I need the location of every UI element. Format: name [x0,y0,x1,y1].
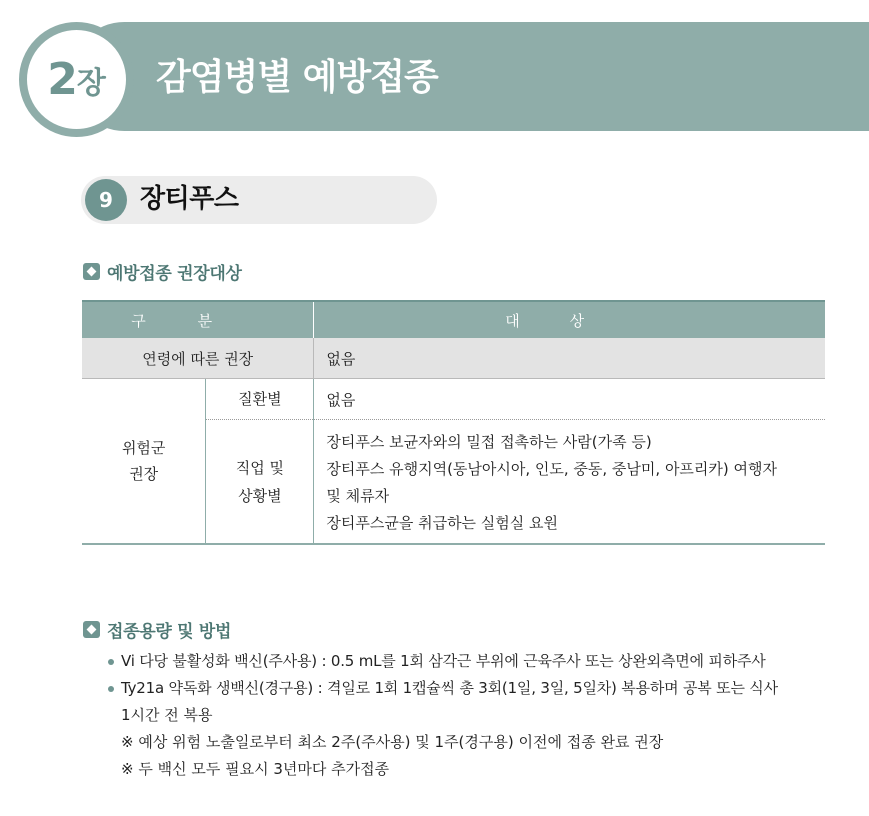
recommendation-table [82,300,825,545]
list-item [107,675,837,702]
job-label-line2: 상황별 [238,486,282,505]
header-target: 대상 [314,301,825,338]
section-title: 장티푸스 [140,184,239,214]
method-heading-text: 접종용량 및 방법 [107,622,232,642]
section-number-badge: 9 [85,179,127,221]
table-header-row [82,301,825,338]
job-value-line: 장티푸스 보균자와의 밀접 접촉하는 사람(가족 등) [326,433,652,451]
disease-label: 질환별 [206,379,314,420]
bullet-continuation: 1시간 전 복용 [121,706,213,724]
section-header [81,176,437,224]
risk-group-label [82,379,206,545]
recommendation-heading-text: 예방접종 권장대상 [107,264,242,284]
age-value: 없음 [314,338,825,379]
bullet-text: Vi 다당 불활성화 백신(주사용) : 0.5 mL를 1회 삼각근 부위에 근육주사 또는 상완외측면에 피하주사 [121,652,766,670]
diamond-bullet-icon [83,263,100,280]
job-label-line1: 직업 및 [235,458,284,477]
bullet-dot-icon [108,686,114,692]
method-heading [83,617,231,642]
note-text: ※ 두 백신 모두 필요시 3년마다 추가접종 [121,760,390,778]
job-values [314,420,825,545]
job-value-line: 장티푸스균을 취급하는 실험실 요원 [326,514,559,532]
job-value-line: 장티푸스 유행지역(동남아시아, 인도, 중동, 중남미, 아프리카) 여행자 [326,460,777,478]
risk-label-line2: 권장 [129,465,159,483]
note-text: ※ 예상 위험 노출일로부터 최소 2주(주사용) 및 1주(경구용) 이전에 접종 완료 권장 [121,733,664,751]
chapter-number: 2 [47,53,76,105]
table-row-disease [82,379,825,420]
job-label [206,420,314,545]
risk-label-line1: 위험군 [121,439,166,457]
disease-value: 없음 [314,379,825,420]
chapter-title: 감염병별 예방접종 [156,57,438,98]
method-list [107,648,837,783]
chapter-suffix: 장 [76,65,106,101]
bullet-text: Ty21a 약독화 생백신(경구용) : 격일로 1회 1캡슐씩 총 3회(1일, 3일, 5일차) 복용하며 공복 또는 식사 [121,679,778,697]
list-item [107,648,837,675]
header-category: 구분 [82,301,314,338]
job-value-line: 및 체류자 [326,487,390,505]
recommendation-heading [83,259,242,284]
table-row-age [82,338,825,379]
diamond-bullet-icon [83,621,100,638]
bullet-dot-icon [108,659,114,665]
chapter-badge [19,22,134,137]
age-label: 연령에 따른 권장 [82,338,314,379]
